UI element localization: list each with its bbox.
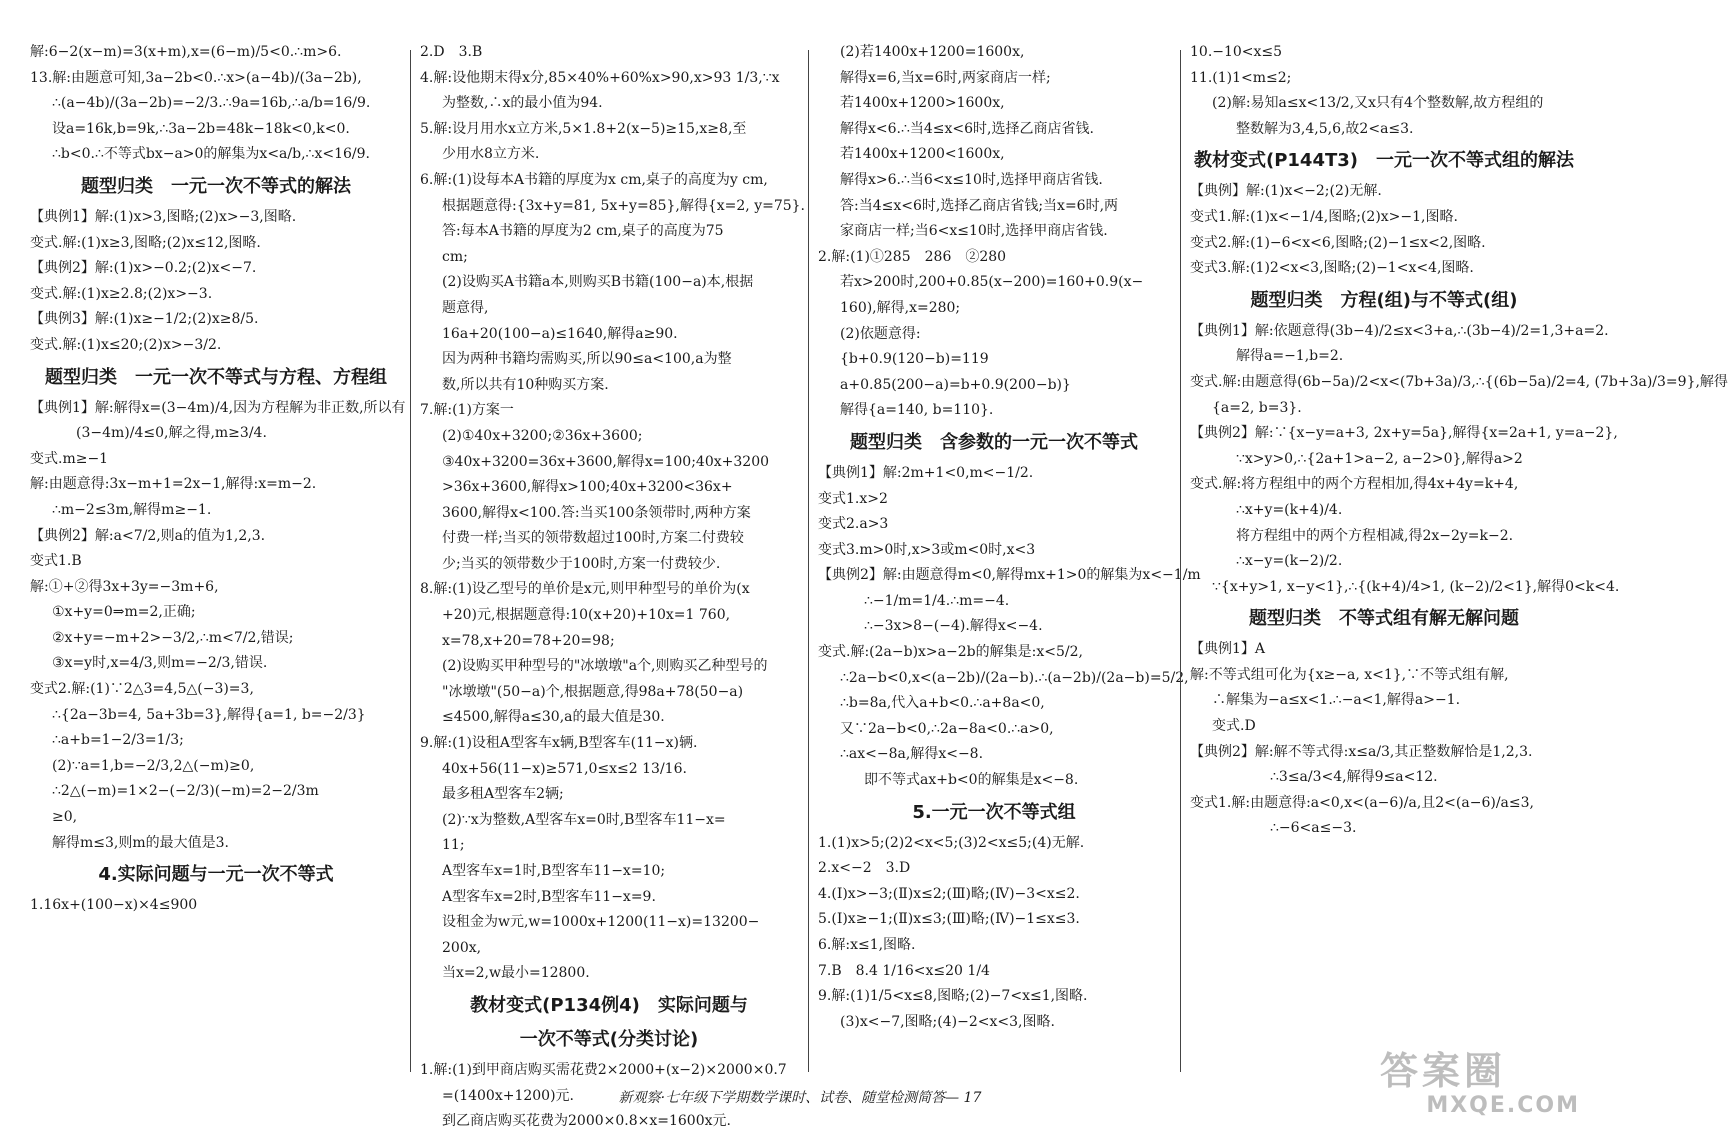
section-heading: 一次不等式(分类讨论) bbox=[519, 1028, 699, 1050]
section-heading: 题型归类 方程(组)与不等式(组) bbox=[1250, 289, 1518, 311]
answer-line: cm; bbox=[442, 248, 468, 265]
answer-line: 家商店一样;当6<x≤10时,选择甲商店省钱. bbox=[840, 223, 1108, 240]
answer-line: 4.(Ⅰ)x>−3;(Ⅱ)x≤2;(Ⅲ)略;(Ⅳ)−3<x≤2. bbox=[818, 885, 1080, 902]
answer-line: 变式.解:将方程组中的两个方程相加,得4x+4y=k+4, bbox=[1190, 476, 1519, 493]
answer-line: 5.(Ⅰ)x≥−1;(Ⅱ)x≤3;(Ⅲ)略;(Ⅳ)−1≤x≤3. bbox=[818, 911, 1080, 928]
answer-line: 4.解:设他期末得x分,85×40%+60%x>90,x>93 1/3,∵x bbox=[420, 69, 780, 86]
watermark-logo bbox=[1380, 1050, 1580, 1126]
answer-line: 【典例2】解:由题意得m<0,解得mx+1>0的解集为x<−1/m bbox=[818, 567, 1201, 584]
answer-line: "冰墩墩"(50−a)个,根据题意,得98a+78(50−a) bbox=[442, 683, 744, 700]
answer-line: ∴{2a−3b=4, 5a+3b=3},解得{a=1, b=−2/3} bbox=[52, 706, 366, 723]
answer-line: {b+0.9(120−b)=119 bbox=[840, 351, 989, 368]
answer-line: 解得m≤3,则m的最大值是3. bbox=[52, 834, 229, 851]
answer-line: 2.x<−2 3.D bbox=[818, 860, 911, 877]
answer-line: 数,所以共有10种购买方案. bbox=[442, 376, 609, 393]
answer-line: 【典例2】解:(1)x>−0.2;(2)x<−7. bbox=[30, 260, 257, 277]
answer-line: (2)依题意得: bbox=[840, 325, 921, 342]
answer-line: 3600,解得x<100.答:当买100条领带时,两种方案 bbox=[442, 504, 751, 521]
answer-line: ③40x+3200=36x+3600,解得x=100;40x+3200 bbox=[442, 453, 770, 470]
answer-line: ①x+y=0⇒m=2,正确; bbox=[52, 604, 196, 621]
answer-line: 即不等式ax+b<0的解集是x<−8. bbox=[864, 772, 1079, 789]
section-heading: 题型归类 一元一次不等式与方程、方程组 bbox=[45, 366, 387, 388]
answer-line: 若1400x+1200>1600x, bbox=[840, 95, 1005, 112]
column-divider bbox=[808, 50, 809, 1072]
answer-line: ∴(a−4b)/(3a−2b)=−2/3.∴9a=16b,∴a/b=16/9. bbox=[52, 95, 371, 112]
answer-line: 5.解:设月用水x立方米,5×1.8+2(x−5)≥15,x≥8,至 bbox=[420, 120, 747, 137]
answer-line: 8.解:(1)设乙型号的单价是x元,则甲种型号的单价为(x bbox=[420, 581, 750, 598]
answer-line: 【典例3】解:(1)x≥−1/2;(2)x≥8/5. bbox=[30, 311, 259, 328]
section-heading: 5.一元一次不等式组 bbox=[912, 801, 1076, 823]
answer-line: 变式.m≥−1 bbox=[30, 450, 109, 467]
answer-line: 1.(1)x>5;(2)2<x<5;(3)2<x≤5;(4)无解. bbox=[818, 834, 1085, 851]
answer-line: 13.解:由题意可知,3a−2b<0.∴x>(a−4b)/(3a−2b), bbox=[30, 69, 362, 86]
answer-line: 解:由题意得:3x−m+1=2x−1,解得:x=m−2. bbox=[30, 476, 317, 493]
answer-line: 到乙商店购买花费为2000×0.8×x=1600x元. bbox=[442, 1113, 731, 1130]
answer-line: =(1400x+1200)元. bbox=[442, 1087, 574, 1104]
answer-line: 解得x=6,当x=6时,两家商店一样; bbox=[840, 69, 1051, 86]
answer-line: 2.D 3.B bbox=[420, 44, 483, 60]
answer-line: 【典例1】A bbox=[1190, 641, 1266, 658]
answer-line: 为整数,∴x的最小值为94. bbox=[442, 95, 603, 112]
answer-line: ∴−3x>8−(−4).解得x<−4. bbox=[864, 618, 1043, 635]
answer-line: (3)x<−7,图略;(4)−2<x<3,图略. bbox=[840, 1013, 1055, 1030]
answer-line: ∴x+y=(k+4)/4. bbox=[1236, 501, 1343, 518]
answer-line: 变式.解:(2a−b)x>a−2b的解集是:x<5/2, bbox=[818, 644, 1083, 661]
answer-line: 变式1.解:(1)x<−1/4,图略;(2)x>−1,图略. bbox=[1190, 208, 1458, 225]
answer-line: 【典例1】解:(1)x>3,图略;(2)x>−3,图略. bbox=[30, 208, 297, 225]
answer-line: 【典例2】解:解不等式得:x≤a/3,其正整数解恰是1,2,3. bbox=[1190, 743, 1533, 760]
answer-line: 将方程组中的两个方程相减,得2x−2y=k−2. bbox=[1236, 527, 1514, 544]
answer-line: 解:不等式组可化为{x≥−a, x<1},∵不等式组有解, bbox=[1190, 666, 1509, 683]
answer-line: ∵{x+y>1, x−y<1},∴{(k+4)/4>1, (k−2)/2<1},解得0<k<4. bbox=[1212, 578, 1620, 595]
answer-line: (3−4m)/4≤0,解之得,m≥3/4. bbox=[76, 425, 267, 442]
answer-line: 7.B 8.4 1/16<x≤20 1/4 bbox=[818, 962, 990, 979]
answer-line: 解得x<6.∴当4≤x<6时,选择乙商店省钱. bbox=[840, 120, 1094, 137]
watermark-url: MXQE.COM bbox=[1426, 1093, 1580, 1118]
answer-line: A型客车x=2时,B型客车11−x=9. bbox=[442, 888, 656, 905]
answer-line: 因为两种书籍均需购买,所以90≤a<100,a为整 bbox=[442, 351, 732, 368]
answer-line: 变式1.B bbox=[30, 553, 82, 570]
answer-line: 解:6−2(x−m)=3(x+m),x=(6−m)/5<0.∴m>6. bbox=[30, 44, 342, 60]
answer-line: 1.16x+(100−x)×4≤900 bbox=[30, 897, 198, 914]
answer-line: ≤4500,解得a≤30,a的最大值是30. bbox=[442, 709, 665, 726]
answer-line: ∴ax<−8a,解得x<−8. bbox=[840, 746, 984, 763]
answer-line: ∴2△(−m)=1×2−(−2/3)(−m)=2−2/3m bbox=[52, 783, 319, 800]
answer-line: 又∵2a−b<0,∴2a−8a<0.∴a>0, bbox=[840, 720, 1054, 737]
answer-line: A型客车x=1时,B型客车11−x=10; bbox=[442, 863, 666, 879]
answer-line: 解得{a=140, b=110}. bbox=[840, 402, 994, 419]
answer-line: (2)①40x+3200;②36x+3600; bbox=[442, 427, 643, 444]
answer-line: ③x=y时,x=4/3,则m=−2/3,错误. bbox=[52, 655, 268, 672]
answer-line: 6.解:x≤1,图略. bbox=[818, 937, 916, 953]
answer-line: (2)解:易知a≤x<13/2,又x只有4个整数解,故方程组的 bbox=[1212, 95, 1544, 112]
answer-line: 9.解:(1)1/5<x≤8,图略;(2)−7<x≤1,图略. bbox=[818, 988, 1088, 1005]
answer-line: 变式.解:(1)x≥3,图略;(2)x≤12,图略. bbox=[30, 234, 261, 251]
answer-line: 变式2.a>3 bbox=[818, 516, 889, 533]
answer-line: 【典例1】解:解得x=(3−4m)/4,因为方程解为非正数,所以有 bbox=[30, 399, 406, 416]
answer-line: 11.(1)1<m≤2; bbox=[1190, 69, 1292, 86]
answer-line: 变式3.解:(1)2<x<3,图略;(2)−1<x<4,图略. bbox=[1190, 260, 1474, 277]
section-heading: 教材变式(P144T3) 一元一次不等式组的解法 bbox=[1193, 150, 1575, 172]
answer-line: 若x>200时,200+0.85(x−200)=160+0.9(x− bbox=[840, 274, 1144, 291]
section-heading: 题型归类 不等式组有解无解问题 bbox=[1249, 608, 1519, 630]
answer-line: ∴b=8a,代入a+b<0.∴a+8a<0, bbox=[840, 695, 1045, 712]
answer-line: ∵x>y>0,∴{2a+1>a−2, a−2>0},解得a>2 bbox=[1236, 450, 1523, 467]
answer-line: ∴3≤a/3<4,解得9≤a<12. bbox=[1270, 769, 1438, 786]
answer-line: a+0.85(200−a)=b+0.9(200−b)} bbox=[840, 376, 1071, 393]
answer-line: >36x+3600,解得x>100;40x+3200<36x+ bbox=[442, 479, 733, 496]
answer-line: 答:每本A书籍的厚度为2 cm,桌子的高度为75 bbox=[442, 223, 724, 240]
answer-line: 解得x>6.∴当6<x≤10时,选择甲商店省钱. bbox=[840, 171, 1103, 188]
answer-line: 变式2.解:(1)∵2△3=4,5△(−3)=3, bbox=[30, 681, 254, 698]
answer-column-3 bbox=[818, 40, 1201, 1076]
answer-line: 变式.解:(1)x≥2.8;(2)x>−3. bbox=[30, 285, 213, 302]
answer-line: ∴−1/m=1/4.∴m=−4. bbox=[864, 592, 1010, 609]
answer-line: 设租金为w元,w=1000x+1200(11−x)=13200− bbox=[442, 914, 760, 931]
answer-line: 解得a=−1,b=2. bbox=[1236, 348, 1344, 365]
answer-line: 6.解:(1)设每本A书籍的厚度为x cm,桌子的高度为y cm, bbox=[420, 171, 768, 188]
answer-line: 变式1.x>2 bbox=[818, 490, 888, 507]
answer-line: 40x+56(11−x)≥571,0≤x≤2 13/16. bbox=[442, 760, 687, 777]
answer-line: 设a=16k,b=9k,∴3a−2b=48k−18k<0,k<0. bbox=[52, 120, 350, 137]
answer-line: 变式.解:(1)x≤20;(2)x>−3/2. bbox=[30, 336, 222, 353]
answer-line: 【典例1】解:2m+1<0,m<−1/2. bbox=[818, 464, 1034, 481]
answer-column-4 bbox=[1190, 40, 1728, 1076]
answer-line: 题意得, bbox=[442, 299, 489, 316]
answer-line: 7.解:(1)方案一 bbox=[420, 402, 514, 419]
answer-line: 【典例】解:(1)x<−2;(2)无解. bbox=[1190, 183, 1382, 200]
answer-line: 最多租A型客车2辆; bbox=[442, 786, 564, 803]
answer-line: 付费一样;当买的领带数超过100时,方案二付费较 bbox=[442, 530, 744, 547]
answer-line: ≥0, bbox=[52, 809, 78, 826]
answer-line: 16a+20(100−a)≤1640,解得a≥90. bbox=[442, 325, 678, 342]
section-heading: 题型归类 一元一次不等式的解法 bbox=[81, 175, 351, 197]
watermark-text: 答案圈 bbox=[1380, 1049, 1507, 1093]
answer-line: 160),解得,x=280; bbox=[840, 299, 961, 316]
section-heading: 题型归类 含参数的一元一次不等式 bbox=[850, 431, 1138, 453]
answer-line: +20)元,根据题意得:10(x+20)+10x=1 760, bbox=[442, 607, 731, 624]
answer-line: x=78,x+20=78+20=98; bbox=[442, 632, 615, 649]
answer-line: 2.解:(1)①285 286 ②280 bbox=[818, 248, 1007, 265]
answer-line: ∴解集为−a≤x<1.∴−a<1,解得a>−1. bbox=[1212, 692, 1461, 709]
answer-line: 少;当买的领带数少于100时,方案一付费较少. bbox=[442, 555, 721, 572]
answer-line: 变式2.解:(1)−6<x<6,图略;(2)−1≤x<2,图略. bbox=[1190, 234, 1486, 251]
answer-line: 整数解为3,4,5,6,故2<a≤3. bbox=[1236, 120, 1414, 137]
answer-line: 解:①+②得3x+3y=−3m+6, bbox=[30, 578, 219, 595]
answer-line: (2)设购买甲种型号的"冰墩墩"a个,则购买乙种型号的 bbox=[442, 658, 768, 675]
answer-line: ∴a+b=1−2/3=1/3; bbox=[52, 732, 184, 749]
column-divider bbox=[1180, 50, 1181, 1072]
answer-line: 1.解:(1)到甲商店购买需花费2×2000+(x−2)×2000×0.7 bbox=[420, 1061, 787, 1078]
answer-line: (2)∵x为整数,A型客车x=0时,B型客车11−x= bbox=[442, 811, 726, 828]
section-heading: 教材变式(P134例4) 实际问题与 bbox=[470, 994, 748, 1016]
answer-line: 变式.解:由题意得(6b−5a)/2<x<(7b+3a)/3,∴{(6b−5a)/2=4, (7b+3a)/3=9},解得 bbox=[1190, 373, 1728, 390]
answer-line: ∴−6<a≤−3. bbox=[1270, 820, 1357, 837]
column-divider bbox=[410, 50, 411, 1072]
answer-line: 11; bbox=[442, 837, 465, 854]
answer-column-1 bbox=[30, 40, 406, 1076]
answer-line: ②x+y=−m+2>−3/2,∴m<7/2,错误; bbox=[52, 629, 294, 646]
answer-line: (2)若1400x+1200=1600x, bbox=[840, 44, 1025, 60]
answer-line: (2)∵a=1,b=−2/3,2△(−m)≥0, bbox=[52, 757, 255, 774]
answer-line: 【典例1】解:依题意得(3b−4)/2≤x<3+a,∴(3b−4)/2=1,3+a=2. bbox=[1190, 322, 1609, 339]
answer-line: 当x=2,w最小=12800. bbox=[442, 965, 590, 982]
answer-line: 若1400x+1200<1600x, bbox=[840, 146, 1005, 163]
answer-line: 少用水8立方米. bbox=[442, 146, 540, 163]
answer-line: ∴b<0.∴不等式bx−a>0的解集为x<a/b,∴x<16/9. bbox=[52, 146, 370, 163]
answer-line: ∴2a−b<0,x<(a−2b)/(2a−b).∴(a−2b)/(2a−b)=5/2, bbox=[840, 669, 1189, 686]
answer-line: 【典例2】解:a<7/2,则a的值为1,2,3. bbox=[30, 527, 266, 544]
answer-line: 答:当4≤x<6时,选择乙商店省钱;当x=6时,两 bbox=[840, 197, 1119, 214]
answer-line: 【典例2】解:∵{x−y=a+3, 2x+y=5a},解得{x=2a+1, y=a−2}, bbox=[1190, 425, 1618, 442]
section-heading: 4.实际问题与一元一次不等式 bbox=[98, 864, 334, 886]
page-footer: 新观察·七年级下学期数学课时、试卷、随堂检测简答— 17 bbox=[618, 1090, 982, 1106]
answer-line: {a=2, b=3}. bbox=[1212, 399, 1302, 416]
answer-line: ∴m−2≤3m,解得m≥−1. bbox=[52, 501, 212, 518]
answer-line: 变式1.解:由题意得:a<0,x<(a−6)/a,且2<(a−6)/a≤3, bbox=[1190, 794, 1534, 811]
answer-line: 变式.D bbox=[1212, 718, 1256, 735]
answer-line: 200x, bbox=[442, 939, 482, 956]
answer-line: 10.−10<x≤5 bbox=[1190, 44, 1283, 60]
answer-line: 根据题意得:{3x+y=81, 5x+y=85},解得{x=2, y=75}. bbox=[442, 197, 806, 214]
answer-line: (2)设购买A书籍a本,则购买B书籍(100−a)本,根据 bbox=[442, 274, 754, 291]
answer-line: 变式3.m>0时,x>3或m<0时,x<3 bbox=[818, 541, 1036, 558]
answer-line: ∴x−y=(k−2)/2. bbox=[1236, 553, 1343, 570]
answer-line: 9.解:(1)设租A型客车x辆,B型客车(11−x)辆. bbox=[420, 735, 698, 752]
